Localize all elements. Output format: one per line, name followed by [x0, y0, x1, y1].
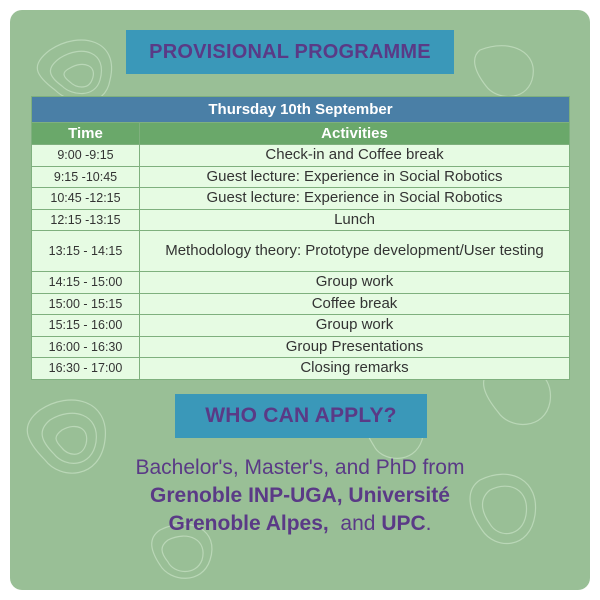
time-cell: 15:00 - 15:15	[32, 293, 140, 315]
eligibility-upc: UPC	[381, 512, 426, 535]
time-cell: 14:15 - 15:00	[32, 272, 140, 294]
who-can-apply-banner	[175, 394, 427, 438]
table-row	[32, 231, 570, 272]
table-row	[32, 166, 570, 188]
eligibility-institution: Grenoble Alpes,	[168, 512, 329, 535]
programme-title: PROVISIONAL PROGRAMME	[149, 40, 431, 63]
activity-cell: Guest lecture: Experience in Social Robotics	[140, 188, 570, 210]
activity-cell: Methodology theory: Prototype development/User testing	[140, 231, 570, 272]
time-cell: 16:00 - 16:30	[32, 336, 140, 358]
activity-cell: Group Presentations	[140, 336, 570, 358]
time-cell: 9:15 -10:45	[32, 166, 140, 188]
time-cell: 9:00 -9:15	[32, 145, 140, 167]
activity-column-header: Activities	[140, 123, 570, 145]
eligibility-line-2: Grenoble INP-UGA, Université	[150, 484, 450, 507]
time-column-header: Time	[32, 123, 140, 145]
eligibility-and: and	[340, 512, 376, 535]
day-header: Thursday 10th September	[32, 97, 570, 123]
poster-card	[10, 10, 590, 590]
time-cell: 13:15 - 14:15	[32, 231, 140, 272]
column-header-row	[32, 123, 570, 145]
table-row	[32, 293, 570, 315]
table-row	[32, 188, 570, 210]
table-row	[32, 209, 570, 231]
activity-cell: Coffee break	[140, 293, 570, 315]
activity-cell: Group work	[140, 272, 570, 294]
table-row	[32, 315, 570, 337]
eligibility-period: .	[425, 512, 432, 535]
eligibility-line-3	[50, 510, 550, 538]
table-row	[32, 272, 570, 294]
time-cell: 10:45 -12:15	[32, 188, 140, 210]
activity-cell: Check-in and Coffee break	[140, 145, 570, 167]
eligibility-line-1: Bachelor's, Master's, and PhD from	[135, 456, 465, 479]
activity-cell: Lunch	[140, 209, 570, 231]
table-row	[32, 336, 570, 358]
activity-cell: Group work	[140, 315, 570, 337]
table-row	[32, 145, 570, 167]
schedule-table	[31, 96, 570, 380]
programme-title-banner	[126, 30, 454, 74]
activity-cell: Guest lecture: Experience in Social Robotics	[140, 166, 570, 188]
table-row	[32, 358, 570, 380]
activity-cell: Closing remarks	[140, 358, 570, 380]
time-cell: 16:30 - 17:00	[32, 358, 140, 380]
time-cell: 12:15 -13:15	[32, 209, 140, 231]
day-header-row	[32, 97, 570, 123]
who-can-apply-heading: WHO CAN APPLY?	[205, 404, 397, 427]
eligibility-text	[50, 454, 550, 538]
time-cell: 15:15 - 16:00	[32, 315, 140, 337]
